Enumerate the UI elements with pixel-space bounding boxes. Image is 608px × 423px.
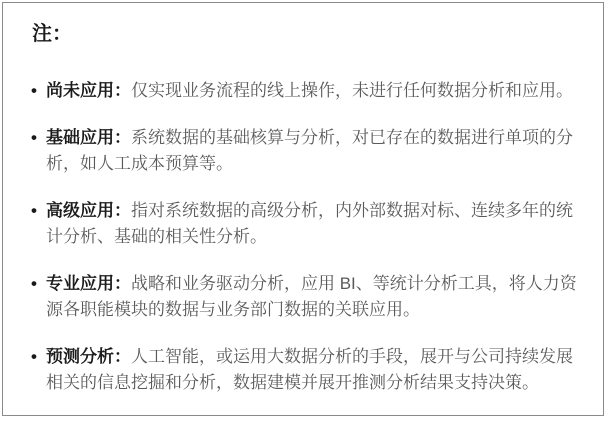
- legend-term: 尚未应用：: [46, 81, 131, 100]
- bullet-icon: •: [31, 81, 37, 100]
- note-title: 注：: [32, 23, 72, 45]
- legend-desc: 系统数据的基础核算与分析，对已存在的数据进行单项的分析，如人工成本预算等。: [46, 128, 573, 173]
- legend-desc: 指对系统数据的高级分析，内外部数据对标、连续多年的统计分析、基础的相关性分析。: [46, 201, 573, 246]
- legend-term: 专业应用：: [46, 274, 131, 293]
- legend-term: 基础应用：: [46, 128, 131, 147]
- bullet-icon: •: [31, 347, 37, 366]
- legend-desc: 战略和业务驱动分析，应用 BI、等统计分析工具，将人力资源各职能模块的数据与业务部门数据的关联应用。: [46, 274, 577, 319]
- legend-list: [32, 78, 584, 396]
- bullet-icon: •: [31, 128, 37, 147]
- bullet-icon: •: [31, 274, 37, 293]
- legend-desc: 人工智能，或运用大数据分析的手段，展开与公司持续发展相关的信息挖掘和分析，数据建模并展开推测分析结果支持决策。: [46, 347, 573, 392]
- bullet-icon: •: [31, 201, 37, 220]
- legend-item-advanced-application: [32, 198, 584, 250]
- legend-item-predictive-analysis: [32, 344, 584, 396]
- legend-item-not-applied: [32, 78, 584, 104]
- note-panel: [2, 2, 604, 416]
- legend-item-professional-application: [32, 271, 584, 323]
- legend-term: 预测分析：: [46, 347, 131, 366]
- legend-desc: 仅实现业务流程的线上操作，未进行任何数据分析和应用。: [131, 81, 573, 100]
- legend-term: 高级应用：: [46, 201, 131, 220]
- legend-item-basic-application: [32, 125, 584, 177]
